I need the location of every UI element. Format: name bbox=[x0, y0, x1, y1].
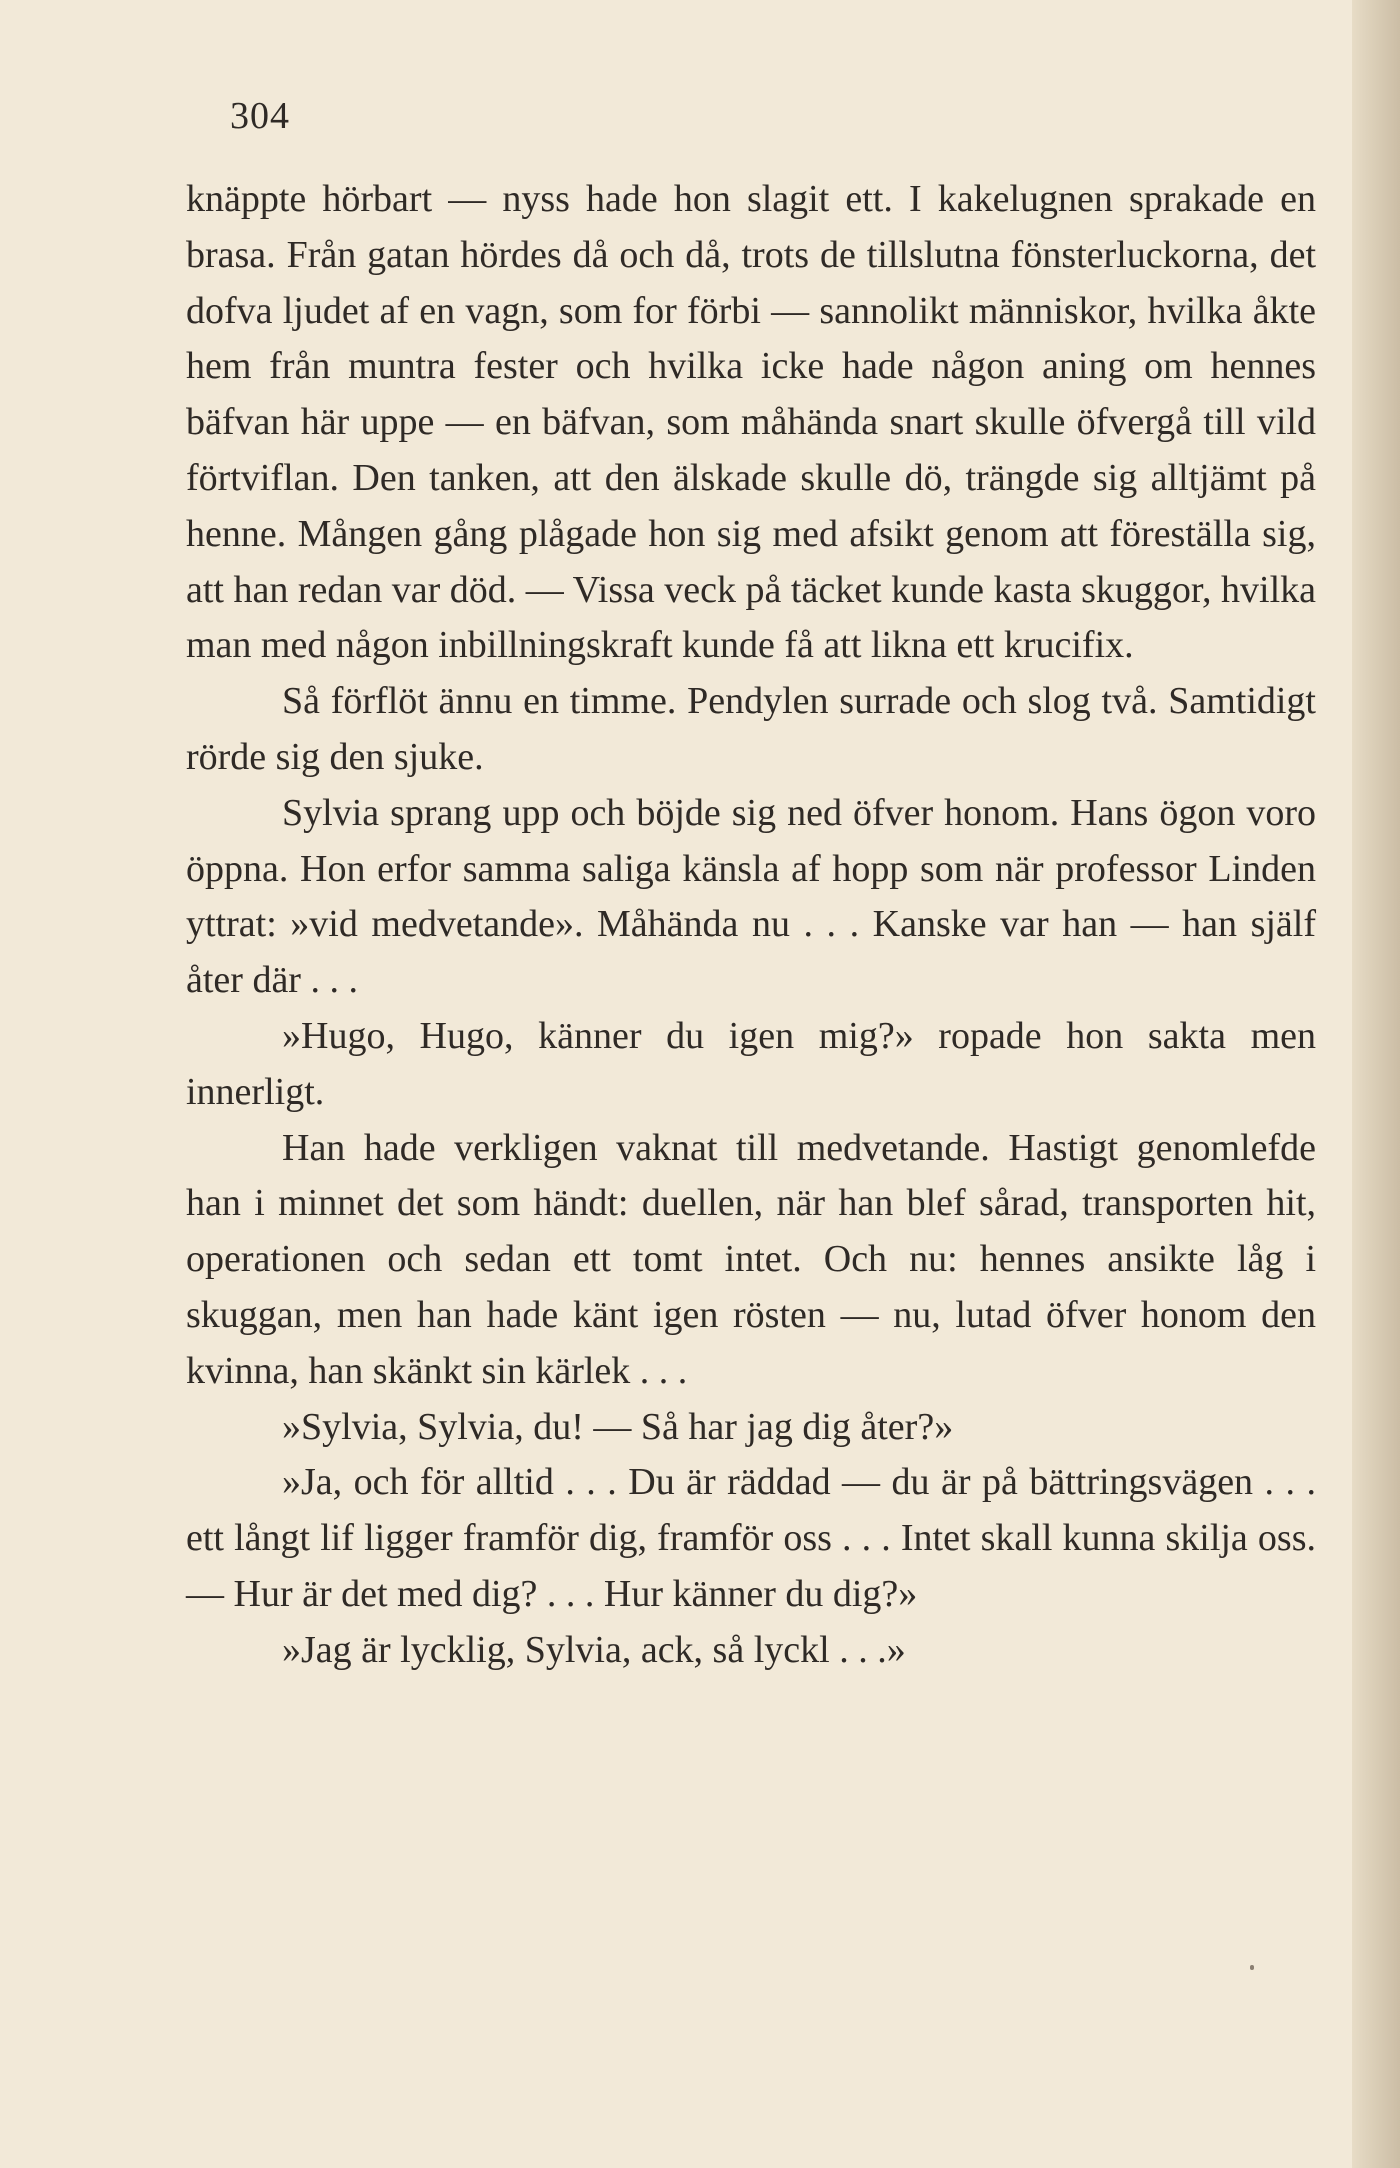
paragraph-6: »Sylvia, Sylvia, du! — Så har jag dig åter?» bbox=[282, 1405, 954, 1448]
paragraph-1: knäppte hörbart — nyss hade hon slagit ett. I kakelugnen sprakade en brasa. Från gatan hördes då och då, trots de tillslutna fönsterluckorna, det dofva ljudet af en vagn, som for förbi — sannolikt människor, hvilka åkte hem från muntra fester och hvilka icke hade någon aning om hennes bäfvan här uppe — en bäfvan, som måhända snart skulle öfvergå till vild förtviflan. Den tanken, att den älskade skulle dö, trängde sig alltjämt på henne. Mången gång plågade hon sig med afsikt genom att föreställa sig, att han redan var död. — Vissa veck på täcket kunde kasta skuggor, hvilka man med någon inbillningskraft kunde få att likna ett krucifix. bbox=[186, 178, 1316, 667]
paragraph-8: »Jag är lycklig, Sylvia, ack, så lyckl . . .» bbox=[282, 1628, 906, 1671]
paragraph-4: »Hugo, Hugo, känner du igen mig?» ropade hon sakta men innerligt. bbox=[186, 1014, 1316, 1113]
body-text bbox=[186, 172, 1316, 1679]
paragraph-7: »Ja, och för alltid . . . Du är räddad — du är på bättringsvägen . . . ett långt lif ligger framför dig, framför oss . . . Intet skall kunna skilja oss. — Hur är det med dig? . . . Hur känner du dig?» bbox=[186, 1461, 1316, 1615]
paragraph-2: Så förflöt ännu en timme. Pendylen surrade och slog två. Samtidigt rörde sig den sjuke. bbox=[186, 680, 1316, 778]
paper-speck bbox=[1250, 1965, 1254, 1970]
paragraph-3: Sylvia sprang upp och böjde sig ned öfver honom. Hans ögon voro öppna. Hon erfor samma saliga känsla af hopp som när professor Linden yttrat: »vid medvetande». Måhända nu . . . Kanske var han — han själf åter där . . . bbox=[186, 791, 1316, 1002]
paragraph-5: Han hade verkligen vaknat till medvetande. Hastigt genomlefde han i minnet det som händt: duellen, när han blef sårad, transporten hit, operationen och sedan ett tomt intet. Och nu: hennes ansikte låg i skuggan, men han hade känt igen rösten — nu, lutad öfver honom den kvinna, han skänkt sin kärlek . . . bbox=[186, 1126, 1316, 1392]
page-number: 304 bbox=[230, 95, 290, 137]
page-edge-shadow bbox=[1352, 0, 1400, 2168]
